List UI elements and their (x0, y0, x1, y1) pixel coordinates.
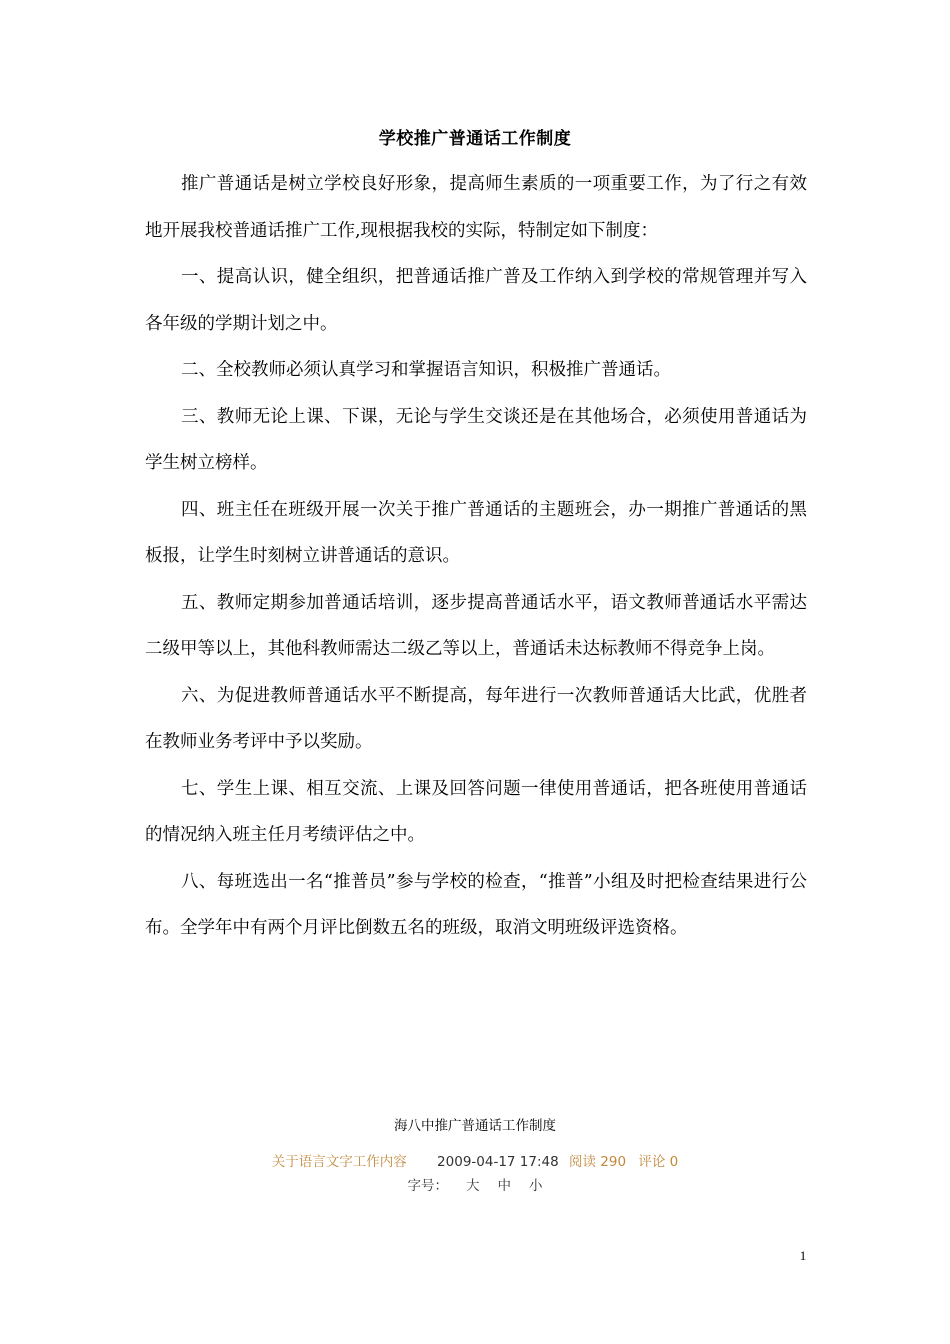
paragraph-item-1: 一、提高认识，健全组织，把普通话推广普及工作纳入到学校的常规管理并写入各年级的学期计划之中。 (145, 267, 807, 334)
paragraph-item-6: 六、为促进教师普通话水平不断提高，每年进行一次教师普通话大比武，优胜者在教师业务考评中予以奖励。 (145, 685, 807, 752)
paragraph-item-5: 五、教师定期参加普通话培训，逐步提高普通话水平，语文教师普通话水平需达二级甲等以上，其他科教师需达二级乙等以上，普通话未达标教师不得竞争上岗。 (145, 592, 807, 659)
font-size-medium-link[interactable]: 中 (497, 1178, 511, 1194)
category-link[interactable]: 关于语言文字工作内容 (271, 1154, 407, 1170)
document-title: 学校推广普通话工作制度 (378, 129, 572, 149)
comment-count-link[interactable]: 评论 0 (638, 1154, 679, 1170)
paragraph-item-2: 二、全校教师必须认真学习和掌握语言知识，积极推广普通话。 (181, 360, 671, 380)
document-body (145, 161, 807, 952)
footer-article-title: 海八中推广普通话工作制度 (394, 1118, 556, 1134)
article-meta (0, 1153, 950, 1171)
page-number: 1 (799, 1248, 807, 1263)
paragraph-item-8: 八、每班选出一名“推普员”参与学校的检查，“推普”小组及时把检查结果进行公布。全学年中有两个月评比倒数五名的班级，取消文明班级评选资格。 (145, 871, 807, 938)
font-size-large-link[interactable]: 大 (466, 1178, 480, 1194)
paragraph-item-4: 四、班主任在班级开展一次关于推广普通话的主题班会，办一期推广普通话的黑板报，让学生时刻树立讲普通话的意识。 (145, 499, 807, 566)
paragraph-item-3: 三、教师无论上课、下课，无论与学生交谈还是在其他场合，必须使用普通话为学生树立榜样。 (145, 406, 807, 473)
paragraph-item-7: 七、学生上课、相互交流、上课及回答问题一律使用普通话，把各班使用普通话的情况纳入班主任月考绩评估之中。 (145, 778, 807, 845)
article-footer (0, 1117, 950, 1195)
paragraph-intro: 推广普通话是树立学校良好形象，提高师生素质的一项重要工作，为了行之有效地开展我校普通话推广工作,现根据我校的实际，特制定如下制度： (145, 174, 807, 241)
font-size-small-link[interactable]: 小 (529, 1178, 543, 1194)
font-size-selector (0, 1177, 950, 1195)
font-size-label: 字号： (407, 1178, 448, 1194)
post-datetime: 2009-04-17 17:48 (437, 1154, 559, 1170)
read-count: 阅读 290 (569, 1154, 627, 1170)
